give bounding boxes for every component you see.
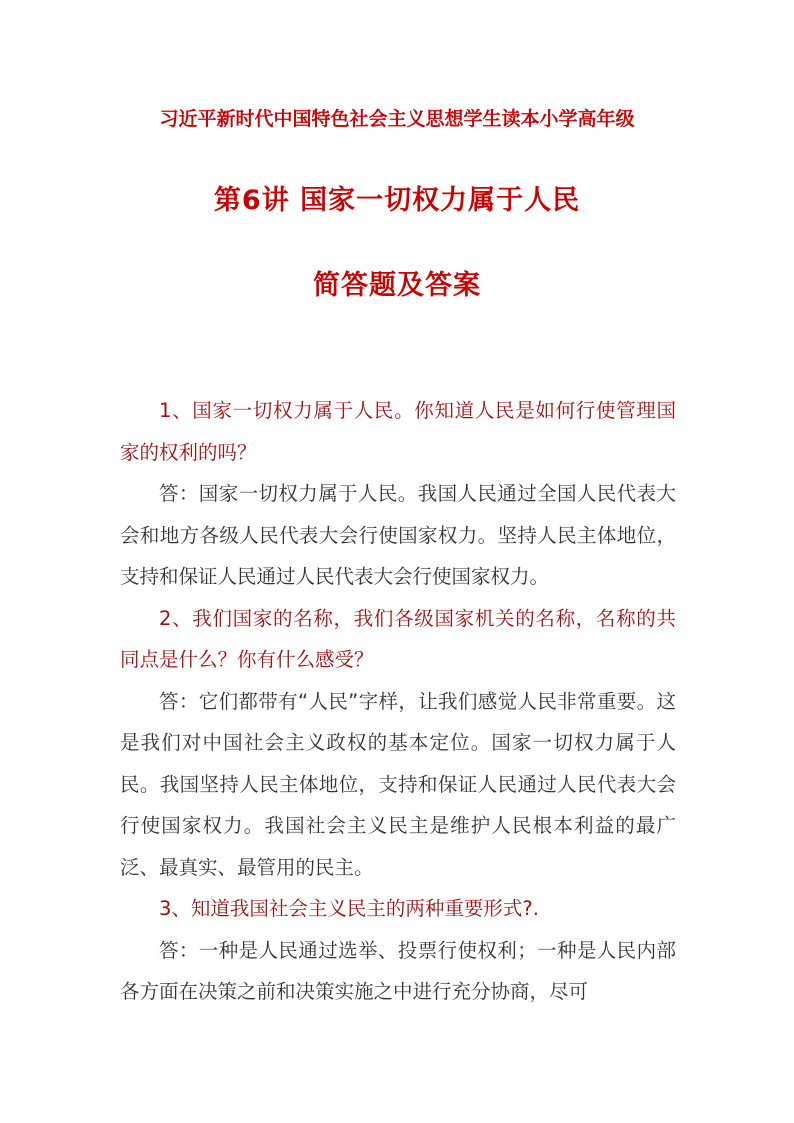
answer-1: 答：国家一切权力属于人民。我国人民通过全国人民代表大会和地方各级人民代表大会行使国家权力。坚持人民主体地位，支持和保证人民通过人民代表大会行使国家权力。: [120, 482, 676, 588]
answer-2: 答：它们都带有“人民”字样，让我们感觉人民非常重要。这是我们对中国社会主义政权的基本定位。国家一切权力属于人民。我国坚持人民主体地位，支持和保证人民通过人民代表大会行使国家权力。我国社会主义民主是维护人民根本利益的最广泛、最真实、最管用的民主。: [120, 689, 676, 879]
question-1: 1、国家一切权力属于人民。你知道人民是如何行使管理国家的权利的吗？: [120, 399, 676, 464]
lecture-title: 第6讲 国家一切权力属于人民: [213, 185, 581, 216]
question-2: 2、我们国家的名称，我们各级国家机关的名称，名称的共同点是什么？你有什么感受？: [120, 606, 676, 671]
section-subtitle: 简答题及答案: [313, 270, 481, 301]
question-3: 3、知道我国社会主义民主的两种重要形式?.: [159, 897, 539, 920]
series-title: 习近平新时代中国特色社会主义思想学生读本小学高年级: [159, 108, 635, 130]
answer-3: 答：一种是人民通过选举、投票行使权利；一种是人民内部各方面在决策之前和决策实施之中进行充分协商，尽可: [120, 938, 676, 1003]
qa-content: [120, 390, 676, 1013]
